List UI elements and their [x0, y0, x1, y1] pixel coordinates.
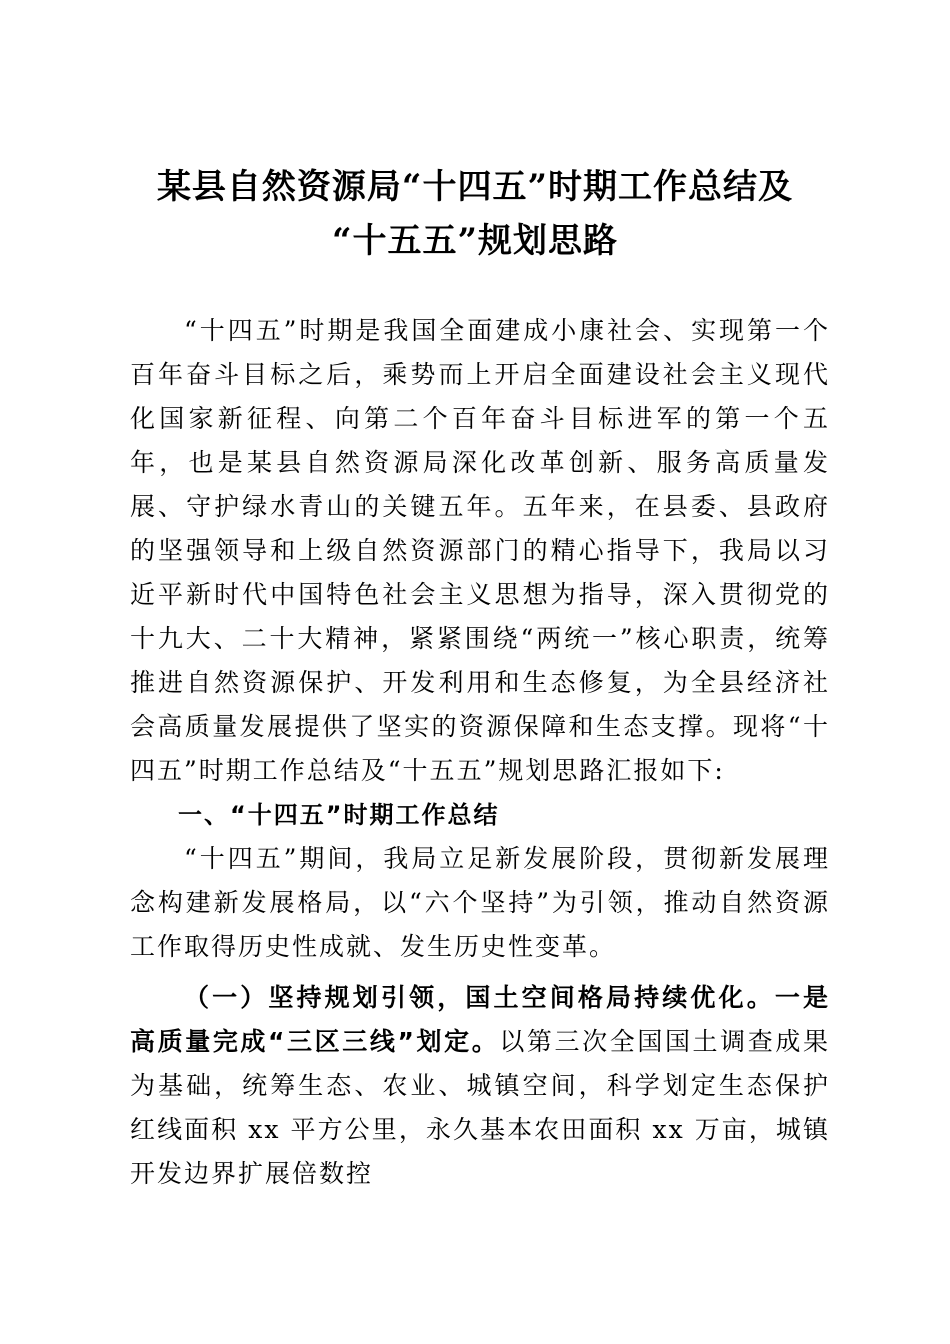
document-body	[130, 309, 830, 1196]
document-title-line-1: 某县自然资源局“十四五”时期工作总结及	[156, 167, 794, 207]
subsection-1-point-1-heading: 一是高质量完成“三区三线”划定。	[130, 983, 830, 1056]
document-title-line-2: “十五五”规划思路	[331, 221, 619, 261]
intro-paragraph: “十四五”时期是我国全面建成小康社会、实现第一个百年奋斗目标之后，乘势而上开启全面建设社会主义现代化国家新征程、向第二个百年奋斗目标进军的第一个五年，也是某县自然资源局深化改革创新、服务高质量发展、守护绿水青山的关键五年。五年来，在县委、县政府的坚强领导和上级自然资源部门的精心指导下，我局以习近平新时代中国特色社会主义思想为指导，深入贯彻党的十九大、二十大精神，紧紧围绕“两统一”核心职责，统筹推进自然资源保护、开发利用和生态修复，为全县经济社会高质量发展提供了坚实的资源保障和生态支撑。现将“十四五”时期工作总结及“十五五”规划思路汇报如下:	[130, 316, 830, 785]
subsection-1-heading: （一）坚持规划引领，国土空间格局持续优化。	[184, 983, 775, 1012]
section-1-heading: 一、“十四五”时期工作总结	[178, 801, 500, 829]
subsection-1-point-1-text: 以第三次全国国土调查成果为基础，统筹生态、农业、城镇空间，科学划定生态保护红线面积 xx 平方公里，永久基本农田面积 xx 万亩，城镇开发边界扩展倍数控	[130, 1027, 830, 1188]
section-1-intro-paragraph: “十四五”期间，我局立足新发展阶段，贯彻新发展理念构建新发展格局，以“六个坚持”为引领，推动自然资源工作取得历史性成就、发生历史性变革。	[130, 844, 830, 961]
subsection-1-paragraph	[130, 976, 830, 1196]
